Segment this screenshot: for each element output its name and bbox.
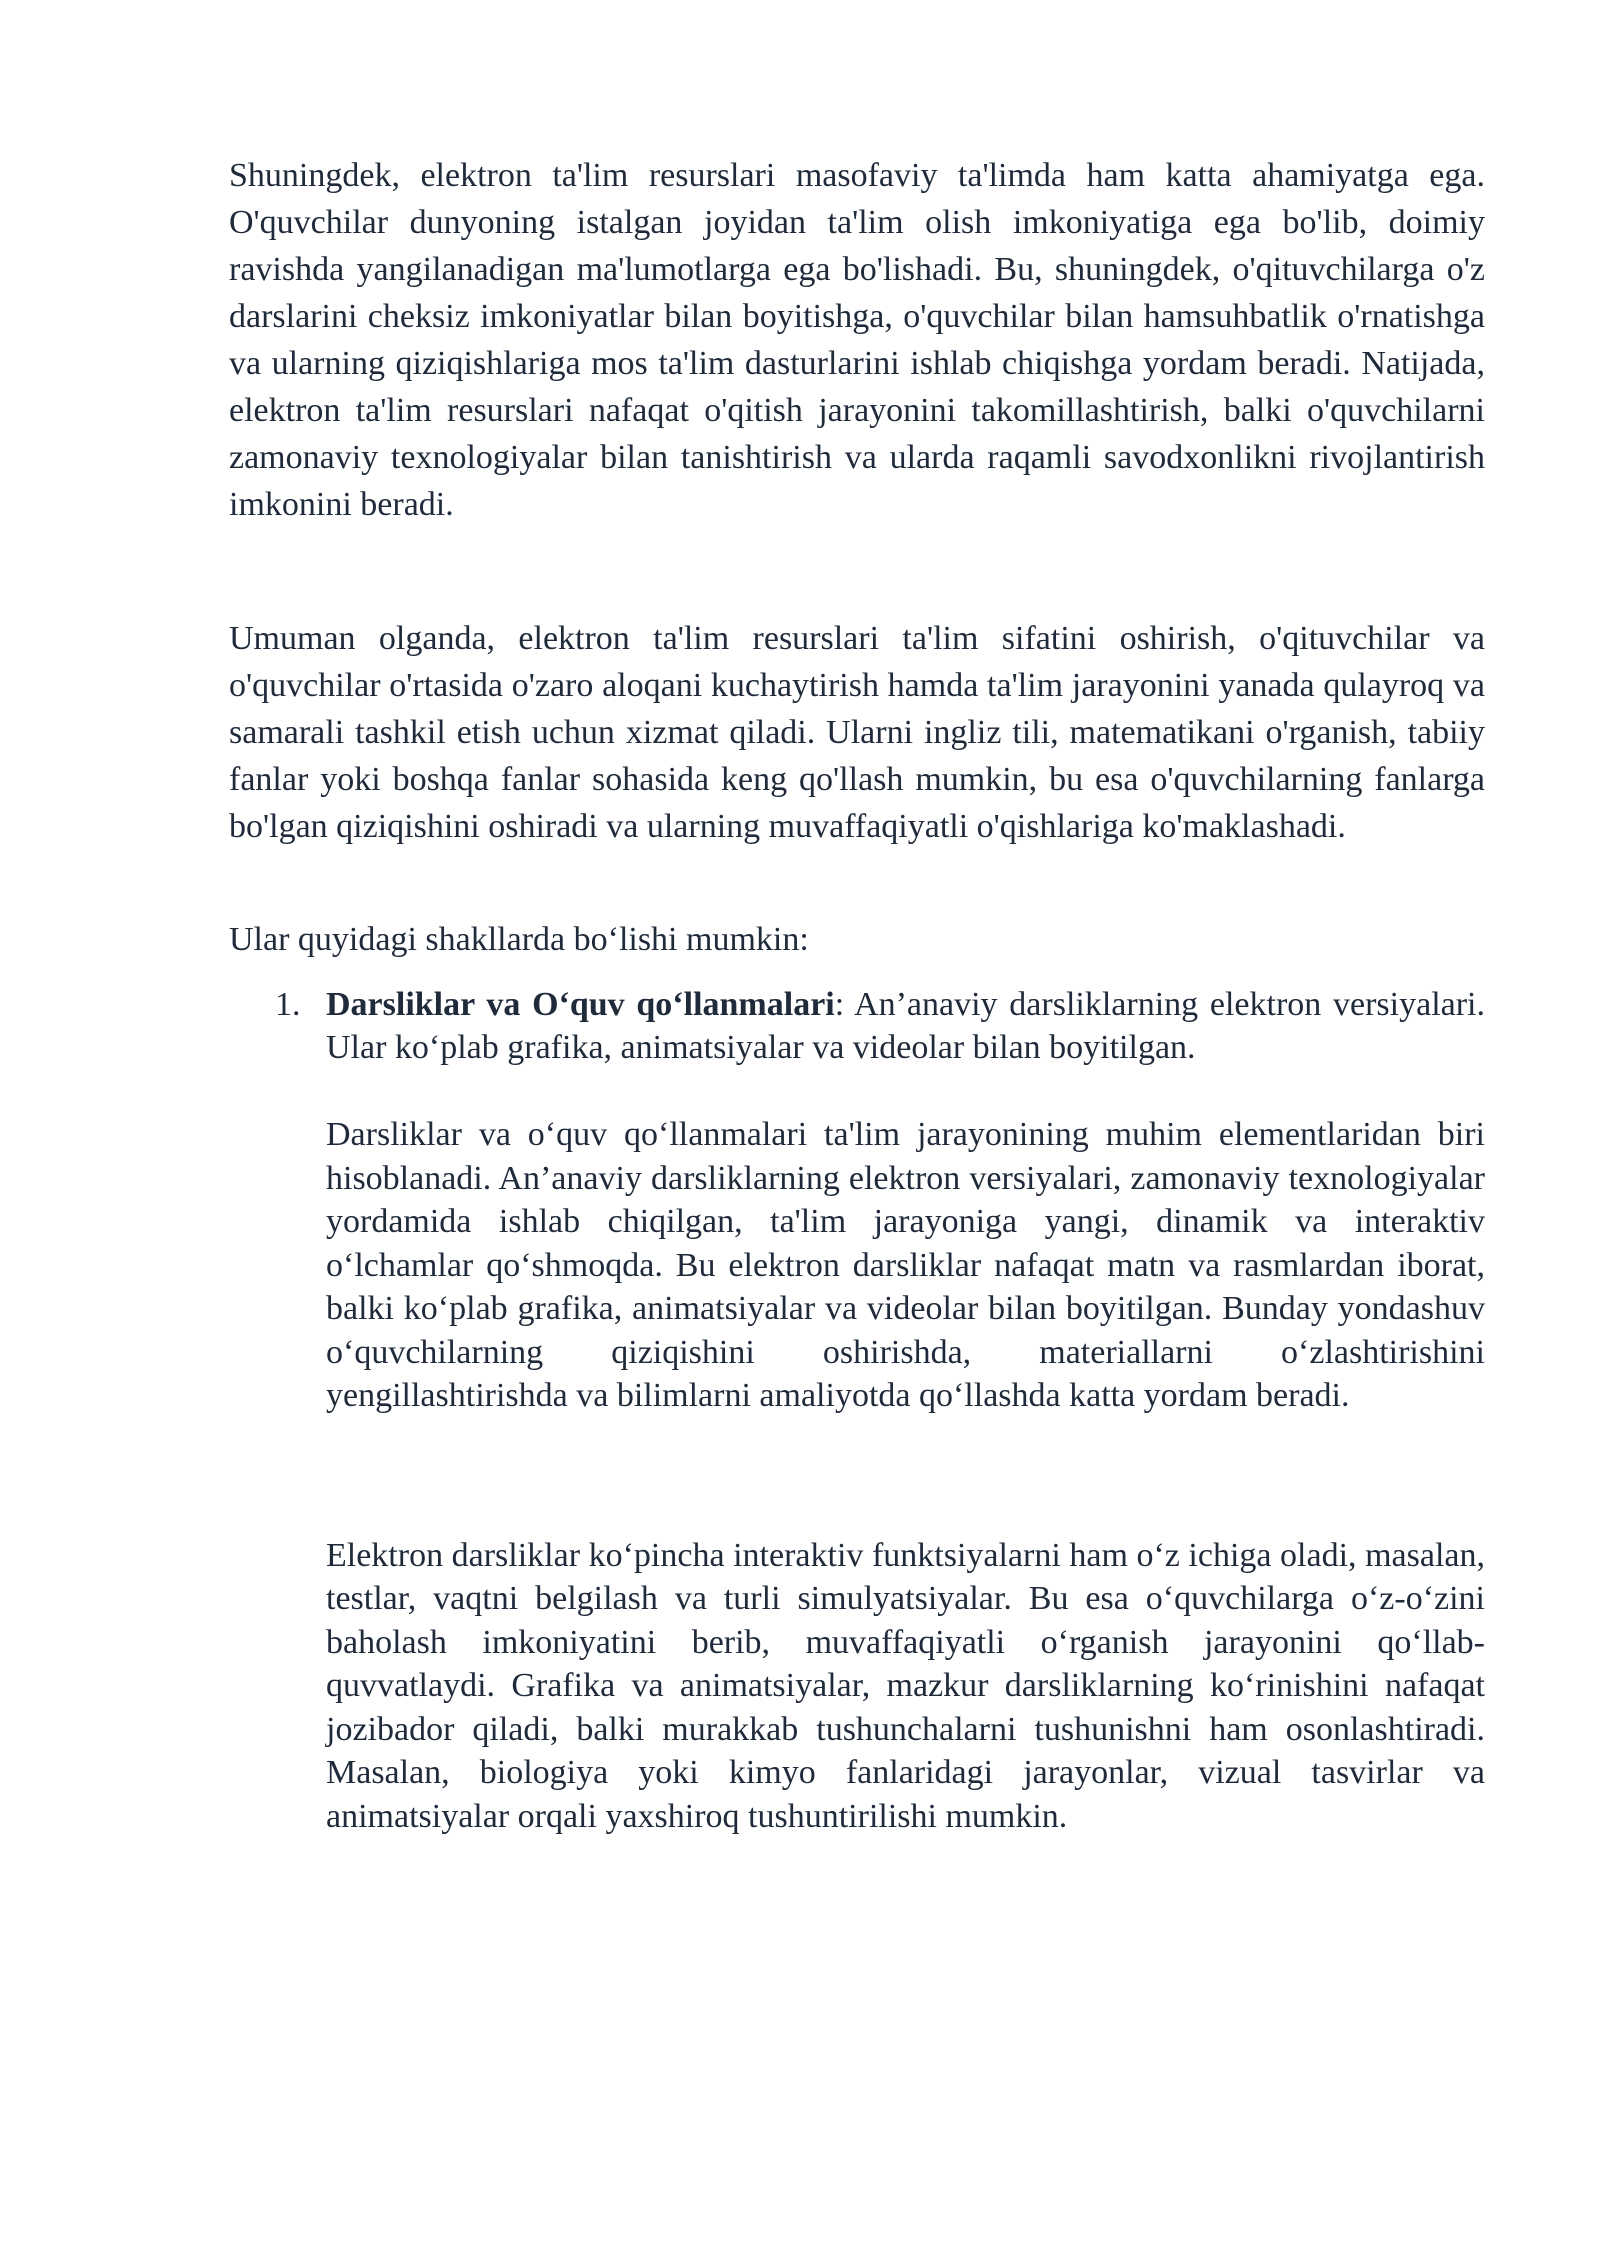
paragraph-list-intro: Ular quyidagi shakllarda bo‘lishi mumkin: — [229, 921, 809, 958]
list-item-number: 1. — [275, 986, 301, 1023]
paragraph-distance-learning: Shuningdek, elektron ta'lim resurslari masofaviy ta'limda ham katta ahamiyatga ega. O'quvchilar dunyoning istalgan joyidan ta'lim olish imkoniyatiga ega bo'lib, doimiy ravishda yangilanadigan ma'lumotlarga ega bo'lishadi. Bu, shuningdek, o'qituvchilarga o'z darslarini cheksiz imkoniyatlar bilan boyitishga, o'quvchilar bilan hamsuhbatlik o'rnatishga va ularning qiziqishlariga mos ta'lim dasturlarini ishlab chiqishga yordam beradi. Natijada, elektron ta'lim resurslari nafaqat o'qitish jarayonini takomillashtirish, balki o'quvchilarni zamonaviy texnologiyalar bilan tanishtirish va ularda raqamli savodxonlikni rivojlantirish imkonini beradi. — [229, 157, 1485, 523]
list-item-lead — [326, 983, 1485, 1069]
paragraph-summary: Umuman olganda, elektron ta'lim resurslari ta'lim sifatini oshirish, o'qituvchilar va o'quvchilar o'rtasida o'zaro aloqani kuchaytirish hamda ta'lim jarayonini yanada qulayroq va samarali tashkil etish uchun xizmat qiladi. Ularni ingliz tili, matematikani o'rganish, tabiiy fanlar yoki boshqa fanlar sohasida keng qo'llash mumkin, bu esa o'quvchilarning fanlarga bo'lgan qiziqishini oshiradi va ularning muvaffaqiyatli o'qishlariga ko'maklashadi. — [229, 620, 1485, 845]
list-item — [229, 983, 1485, 1838]
numbered-list — [229, 983, 1485, 1838]
list-item-title: Darsliklar va O‘quv qo‘llanmalari — [326, 986, 835, 1023]
list-item-subparagraph: Darsliklar va o‘quv qo‘llanmalari ta'lim jarayonining muhim elementlaridan biri hisoblanadi. An’anaviy darsliklarning elektron versiyalari, zamonaviy texnologiyalar yordamida ishlab chiqilgan, ta'lim jarayoniga yangi, dinamik va interaktiv o‘lchamlar qo‘shmoqda. Bu elektron darsliklar nafaqat matn va rasmlardan iborat, balki ko‘plab grafika, animatsiyalar va videolar bilan boyitilgan. Bunday yondashuv o‘quvchilarning qiziqishini oshirishda, materiallarni o‘zlashtirishini yengillashtirishda va bilimlarni amaliyotda qo‘llashda katta yordam beradi. — [326, 1116, 1485, 1414]
list-item-subparagraph: Elektron darsliklar ko‘pincha interaktiv funktsiyalarni ham o‘z ichiga oladi, masalan, testlar, vaqtni belgilash va turli simulyatsiyalar. Bu esa o‘quvchilarga o‘z-o‘zini baholash imkoniyatini berib, muvaffaqiyatli o‘rganish jarayonini qo‘llab-quvvatlaydi. Grafika va animatsiyalar, mazkur darsliklarning ko‘rinishini nafaqat jozibador qiladi, balki murakkab tushunchalarni tushunishni ham osonlashtiradi. Masalan, biologiya yoki kimyo fanlaridagi jarayonlar, vizual tasvirlar va animatsiyalar orqali yaxshiroq tushuntirilishi mumkin. — [326, 1536, 1485, 1835]
list-item-lead-text: : An’anaviy darsliklarning elektron versiyalari. Ular ko‘plab grafika, animatsiyalar va videolar bilan boyitilgan. — [326, 986, 1485, 1066]
